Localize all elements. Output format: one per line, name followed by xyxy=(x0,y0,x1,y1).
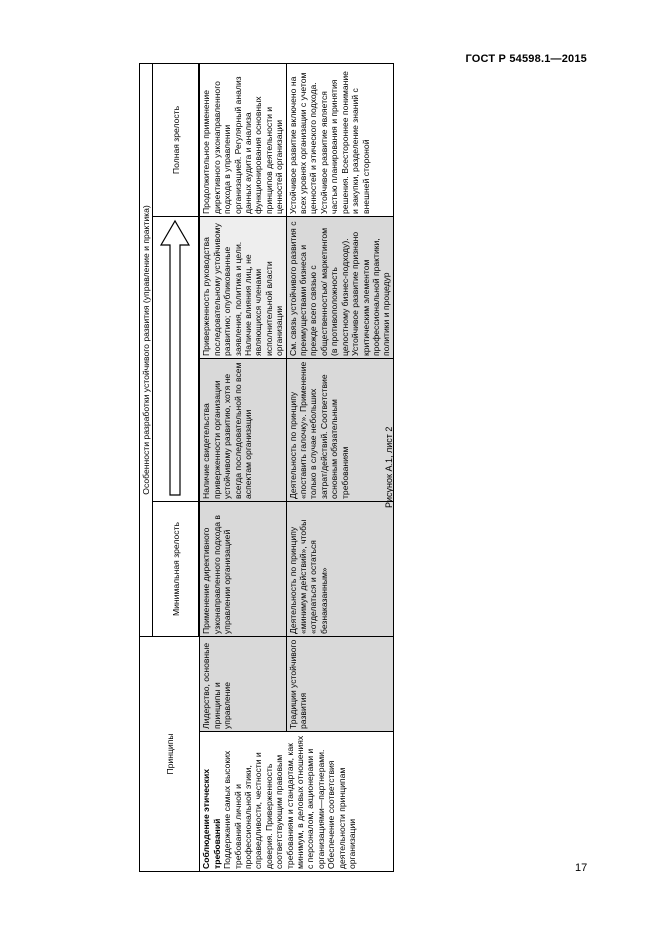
principle-text: Поддержание самых высоких требований личной и профессиональной этики, справедливости, честности и доверия. Приверженность соответствующим правовым требованиям и стандартам, как минимум, в деловых отношениях с персоналом, акционерами и организациями—партнерами. Обеспечение соответствия деятельности принципам организации xyxy=(222,735,358,869)
row1-level1: Применение директивного узконаправленного подхода в управлении организацией xyxy=(200,502,286,637)
row2-level3: См. связь устойчивого развития с преимуществами бизнеса и прежде всего связью с общественностью/ маркетингом (в противоположность целостному бизнес-подходу). Устойчивое развитие признано критическим элементом профессиональной практики, политики и процедур xyxy=(286,217,393,359)
maturity-arrow xyxy=(153,217,199,502)
row2-level2: Деятельность по принципу «поставить галочку». Применение только в случае небольших затрат/действий. Соответствие основным обязательным требованиям xyxy=(286,359,393,502)
maturity-arrow-icon xyxy=(153,217,198,502)
sustainability-maturity-table xyxy=(139,63,394,872)
row2-level1: Деятельность по принципу «минимум действий», чтобы «отделаться и остаться безнаказанным» xyxy=(286,502,393,637)
min-maturity-label: Минимальная зрелость xyxy=(153,502,199,637)
features-header: Особенности разработки устойчивого развития (управление и практика) xyxy=(140,63,153,636)
principle-title: Соблюдение этических требований xyxy=(201,768,222,869)
principle-cell xyxy=(200,732,393,872)
row2-level4: Устойчивое развитие включено на всех уровнях организации с учетом ценностей и этического подхода. Устойчивое развитие является частью планирования и принятия решения. Всестороннее понимание и закупки, разделение знаний с внешней стороной xyxy=(286,63,393,216)
standard-header: ГОСТ Р 54598.1—2015 xyxy=(465,53,587,65)
figure-caption: Рисунок А.1, лист 2 xyxy=(384,426,394,508)
row1-level4: Продолжительное применение директивного узконаправленного подхода в управлении организацией. Регулярный анализ данных аудита и анализа функционирования основных принципов деятельности и ценностей организации xyxy=(200,63,286,216)
aspect-leadership: Лидерство, основные принципы и управление xyxy=(200,637,286,732)
full-maturity-label: Полная зрелость xyxy=(153,63,199,216)
row1-level2: Наличие свидетельства приверженности организации устойчивому развитию, хотя не всегда последовательной по всем аспектам организации xyxy=(200,359,286,502)
row1-level3: Приверженность руководства последовательному устойчивому развитию; опубликованные заявления, политика и цели. Наличие влияния лиц, не являющихся членами исполнительной власти организации xyxy=(200,217,286,359)
aspect-traditions: Традиции устойчивого развития xyxy=(286,637,393,732)
principles-header: Принципы xyxy=(140,637,200,872)
page-number: 17 xyxy=(575,862,588,874)
